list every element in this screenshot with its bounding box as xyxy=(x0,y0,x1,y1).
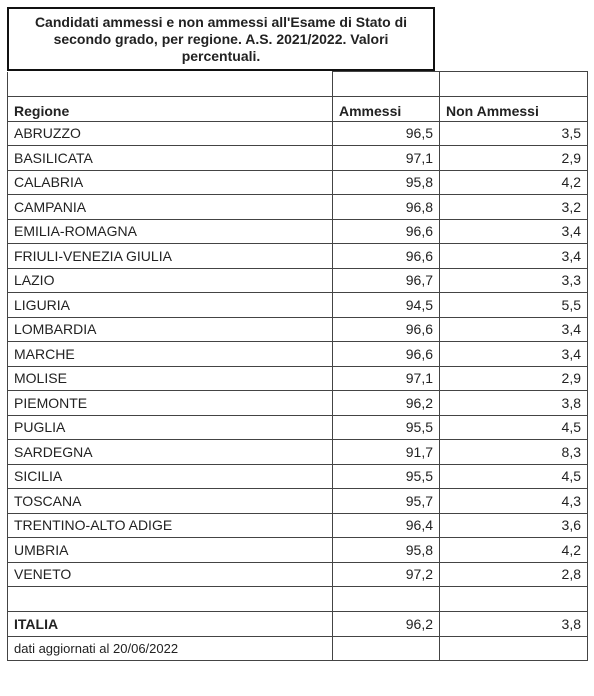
not-admitted-cell: 4,2 xyxy=(440,170,588,195)
not-admitted-cell: 4,3 xyxy=(440,489,588,514)
admitted-cell: 96,5 xyxy=(333,121,440,146)
table-row xyxy=(8,562,588,587)
admitted-cell: 96,2 xyxy=(333,612,440,637)
not-admitted-cell: 4,5 xyxy=(440,464,588,489)
admitted-cell: 95,8 xyxy=(333,538,440,563)
region-cell: FRIULI-VENEZIA GIULIA xyxy=(8,244,333,269)
total-row xyxy=(8,612,588,637)
table-row xyxy=(8,440,588,465)
not-admitted-cell: 4,2 xyxy=(440,538,588,563)
spacer-row xyxy=(8,72,588,97)
table-row xyxy=(8,317,588,342)
table-row xyxy=(8,268,588,293)
not-admitted-cell: 3,4 xyxy=(440,244,588,269)
region-cell: PUGLIA xyxy=(8,415,333,440)
header-admitted: Ammessi xyxy=(333,97,440,122)
spacer-row xyxy=(8,587,588,612)
admitted-cell: 91,7 xyxy=(333,440,440,465)
region-cell: SICILIA xyxy=(8,464,333,489)
not-admitted-cell: 3,3 xyxy=(440,268,588,293)
admitted-cell: 96,6 xyxy=(333,342,440,367)
region-cell: CALABRIA xyxy=(8,170,333,195)
table-row xyxy=(8,538,588,563)
not-admitted-cell: 3,2 xyxy=(440,195,588,220)
admitted-cell: 97,2 xyxy=(333,562,440,587)
region-cell: dati aggiornati al 20/06/2022 xyxy=(8,636,333,661)
empty-cell xyxy=(440,72,588,97)
admitted-cell: 97,1 xyxy=(333,366,440,391)
region-cell: MOLISE xyxy=(8,366,333,391)
table-row xyxy=(8,170,588,195)
region-cell: LAZIO xyxy=(8,268,333,293)
not-admitted-cell: 2,8 xyxy=(440,562,588,587)
admitted-cell: 95,8 xyxy=(333,170,440,195)
table-row xyxy=(8,489,588,514)
table-row xyxy=(8,219,588,244)
not-admitted-cell: 3,8 xyxy=(440,391,588,416)
table-row xyxy=(8,146,588,171)
not-admitted-cell: 8,3 xyxy=(440,440,588,465)
region-cell: VENETO xyxy=(8,562,333,587)
region-cell: BASILICATA xyxy=(8,146,333,171)
admitted-cell: 96,6 xyxy=(333,317,440,342)
table-title: Candidati ammessi e non ammessi all'Esame di Stato di secondo grado, per regione. A.S. 2021/2022. Valori percentuali. xyxy=(34,13,408,64)
not-admitted-cell: 4,5 xyxy=(440,415,588,440)
region-cell: TOSCANA xyxy=(8,489,333,514)
table-row xyxy=(8,513,588,538)
not-admitted-cell: 2,9 xyxy=(440,146,588,171)
header-not-admitted: Non Ammessi xyxy=(440,97,588,122)
note-row xyxy=(8,636,588,661)
admitted-cell: 96,8 xyxy=(333,195,440,220)
not-admitted-cell: 3,6 xyxy=(440,513,588,538)
empty-cell xyxy=(333,636,440,661)
region-cell: TRENTINO-ALTO ADIGE xyxy=(8,513,333,538)
not-admitted-cell: 3,8 xyxy=(440,612,588,637)
admitted-cell: 96,7 xyxy=(333,268,440,293)
empty-cell xyxy=(333,72,440,97)
region-cell: UMBRIA xyxy=(8,538,333,563)
region-cell: PIEMONTE xyxy=(8,391,333,416)
region-cell: ABRUZZO xyxy=(8,121,333,146)
empty-cell xyxy=(8,587,333,612)
data-table xyxy=(7,71,588,661)
admitted-cell: 95,5 xyxy=(333,464,440,489)
admitted-cell: 96,4 xyxy=(333,513,440,538)
table-row xyxy=(8,366,588,391)
header-row xyxy=(8,97,588,122)
header-region: Regione xyxy=(8,97,333,122)
table-row xyxy=(8,415,588,440)
table-row xyxy=(8,121,588,146)
admitted-cell: 95,7 xyxy=(333,489,440,514)
region-cell: CAMPANIA xyxy=(8,195,333,220)
table-row xyxy=(8,342,588,367)
admitted-cell: 96,6 xyxy=(333,219,440,244)
not-admitted-cell: 3,4 xyxy=(440,342,588,367)
table-row xyxy=(8,391,588,416)
not-admitted-cell: 3,4 xyxy=(440,219,588,244)
not-admitted-cell: 3,4 xyxy=(440,317,588,342)
not-admitted-cell: 5,5 xyxy=(440,293,588,318)
table-row xyxy=(8,195,588,220)
not-admitted-cell: 3,5 xyxy=(440,121,588,146)
region-cell: ITALIA xyxy=(8,612,333,637)
empty-cell xyxy=(440,636,588,661)
table-row xyxy=(8,464,588,489)
empty-cell xyxy=(440,587,588,612)
region-cell: LIGURIA xyxy=(8,293,333,318)
region-cell: LOMBARDIA xyxy=(8,317,333,342)
not-admitted-cell: 2,9 xyxy=(440,366,588,391)
region-cell: EMILIA-ROMAGNA xyxy=(8,219,333,244)
admitted-cell: 97,1 xyxy=(333,146,440,171)
region-cell: MARCHE xyxy=(8,342,333,367)
admitted-cell: 94,5 xyxy=(333,293,440,318)
empty-cell xyxy=(8,72,333,97)
admitted-cell: 96,6 xyxy=(333,244,440,269)
admitted-cell: 95,5 xyxy=(333,415,440,440)
admitted-cell: 96,2 xyxy=(333,391,440,416)
table-title-box xyxy=(7,7,435,71)
region-cell: SARDEGNA xyxy=(8,440,333,465)
empty-cell xyxy=(333,587,440,612)
table-row xyxy=(8,244,588,269)
table-row xyxy=(8,293,588,318)
